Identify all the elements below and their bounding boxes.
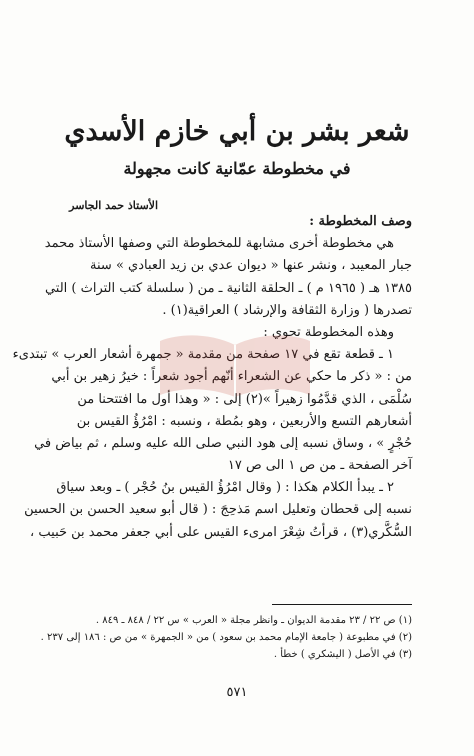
body-line: ٢ ـ يبدأ الكلام هكذا : ( وقال امْرُؤُ القيس بنُ حُجْر ) ـ وبعد سياق: [56, 480, 394, 496]
body-line: وهذه المخطوطة تحوي :: [263, 324, 394, 340]
body-line: من : « ذكر ما حكي عن الشعراء أنّهم أجود شعراً : خيرُ زهير بن أبي: [51, 369, 412, 385]
body-line: هي مخطوطة أخرى مشابهة للمخطوطة التي وصفها الأستاذ محمد: [44, 236, 394, 252]
body-line: نسبه إلى قحطان وتعليل اسم مَذحِجَ : ( قال أبو سعيد الحسن بن الحسين: [24, 502, 412, 518]
article-body: [12, 211, 412, 544]
section-heading: وصف المخطوطة :: [309, 214, 412, 229]
body-line: تصدرها ( وزارة الثقافة والإرشاد ) العراقية(١) .: [162, 302, 412, 318]
author-name: الأستاذ حمد الجاسر: [69, 199, 158, 212]
body-line: سُلْمَى ، الذي قدَّمُوا زهيراً »(٢) إلى : « وهذا أول ما افتتحنا من: [77, 391, 412, 407]
page-subtitle: في مخطوطة عمّانية كانت مجهولة: [123, 159, 351, 178]
footnote-item: (١) ص ٢٢ / ٢٣ مقدمة الديوان ـ وانظر مجلة « العرب » س ٢٢ / ٨٤٨ ـ ٨٤٩ .: [95, 615, 412, 626]
page-title: شعر بشر بن أبي خازم الأسدي: [64, 116, 410, 147]
body-line: السُّكَّري(٣) ، قرأتُ شِعْرَ امرىء القيس على أبي جعفر محمد بن حَبيب ،: [30, 524, 412, 540]
footnote-item: (٣) في الأصل ( اليشكري ) خطأ .: [273, 649, 412, 660]
body-line: أشعارهم التسع والأربعين ، وهو بمُطة ، ونسبه : امْرُؤُ القيس بن: [76, 413, 412, 429]
body-line: جبار المعيبد ، ونشر عنها « ديوان عدي بن زيد العبادي » سنة: [90, 258, 412, 274]
page-number: ٥٧١: [226, 685, 248, 700]
footnote-divider: [272, 604, 412, 605]
footnote-item: (٢) في مطبوعة ( جامعة الإمام محمد بن سعود ) من « الجمهرة » من ص : ١٨٦ إلى ٢٣٧ .: [40, 632, 412, 643]
footnotes: [40, 612, 412, 663]
body-line: ١ ـ قطعة تقع في ١٧ صفحة من مقدمة « جمهرة أشعار العرب » تبتدىء: [12, 347, 394, 363]
body-line: ١٣٨٥ هـ ( ١٩٦٥ م ) ـ الحلقة الثانية ـ من ( سلسلة كتب التراث ) التي: [44, 280, 412, 296]
body-line: آخر الصفحة ـ من ص ١ الى ص ١٧: [227, 458, 412, 474]
body-line: حُجْرٍ » ، وساق نسبه إلى هود النبي صلى الله عليه وسلم ، ثم بياض في: [34, 435, 412, 451]
